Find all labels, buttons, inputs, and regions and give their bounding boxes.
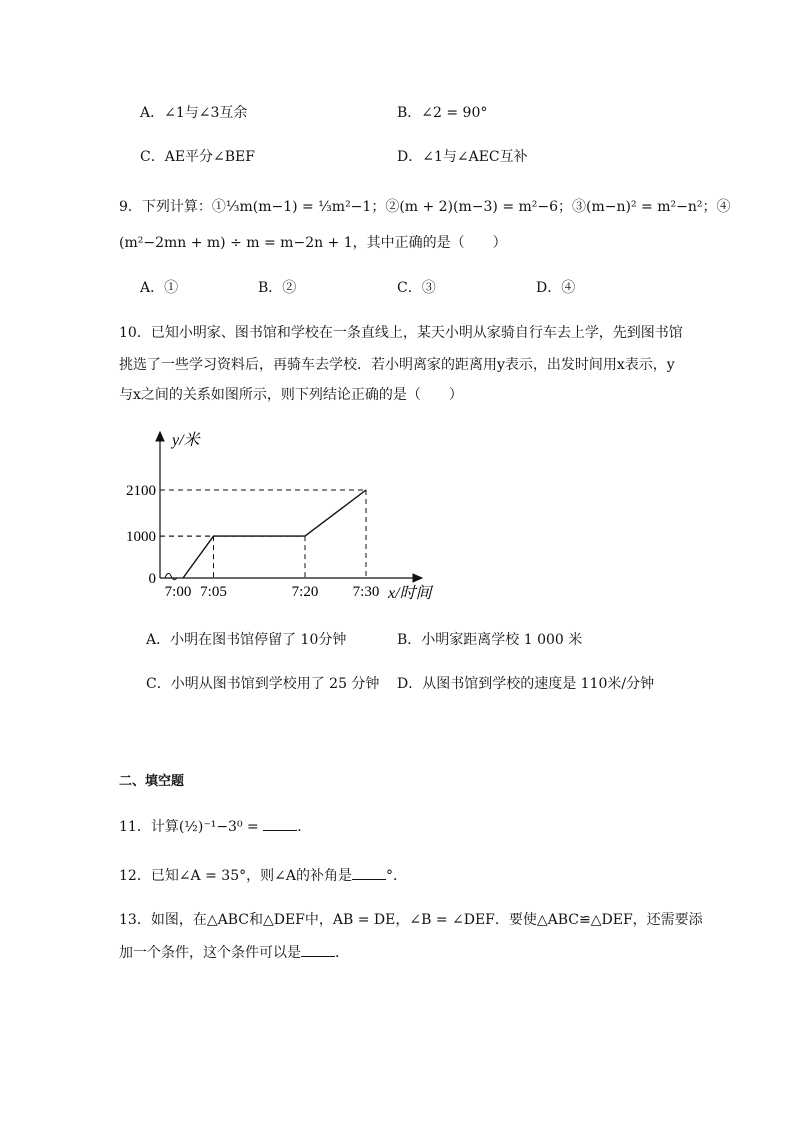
q8-option-a: A．∠1与∠3互余	[140, 105, 248, 121]
q10-option-c: C．小明从图书馆到学校用了 25 分钟	[146, 676, 380, 692]
q8-option-d: D．∠1与∠AEC互补	[397, 149, 528, 165]
y-tick-label-2: 2100	[126, 483, 156, 499]
q10-stem-line3: 与x之间的关系如图所示，则下列结论正确的是（ ）	[119, 387, 463, 403]
q13-stem-line1: 13．如图，在△ABC和△DEF中，AB = DE，∠B = ∠DEF．要使△ABC≌△DEF，还需要添	[119, 912, 703, 928]
q10-option-d: D．从图书馆到学校的速度是 110米/分钟	[397, 676, 655, 692]
q10-option-b: B．小明家距离学校 1 000 米	[397, 632, 583, 648]
q13-stem-line2	[119, 942, 349, 963]
q13-answer-blank[interactable]	[301, 942, 335, 957]
section-title: 二、填空题	[119, 774, 185, 789]
q8-option-b: B．∠2 = 90°	[397, 105, 488, 121]
q9-option-a: A．①	[140, 280, 179, 296]
q10-stem-line2: 挑选了一些学习资料后，再骑车去学校．若小明离家的距离用y表示，出发时间用x表示，y	[119, 357, 675, 373]
x-tick-label-3: 7:30	[352, 584, 380, 600]
x-tick-label-2: 7:20	[291, 584, 319, 600]
q11-prefix: 11．计算	[119, 819, 179, 835]
q12-answer-blank[interactable]	[352, 865, 386, 880]
y-tick-label-1: 1000	[126, 529, 156, 546]
q10-stem-line1: 10．已知小明家、图书馆和学校在一条直线上，某天小明从家骑自行车去上学，先到图书馆	[119, 325, 683, 341]
q8-option-c: C．AE平分∠BEF	[140, 149, 255, 165]
q9-stem-line1: 9．下列计算：①⅓m(m−1) = ⅓m²−1；②(m + 2)(m−3) = m²−6；③(m−n)² = m²−n²；④	[119, 199, 731, 215]
x-tick-label-0: 7:00	[164, 584, 192, 600]
distance-time-graph	[110, 420, 470, 610]
q11-expression: (½)⁻¹−3⁰ =	[178, 819, 259, 835]
q12	[119, 865, 407, 886]
q9-option-b: B．②	[258, 280, 297, 296]
q11	[119, 816, 311, 837]
y-tick-label-0: 0	[148, 571, 156, 587]
q11-suffix: ．	[297, 819, 312, 835]
q13-line2-suffix: ．	[335, 945, 349, 961]
q10-option-a: A．小明在图书馆停留了 10分钟	[146, 632, 347, 648]
series-line	[183, 490, 366, 578]
q12-prefix: 12．已知∠A = 35°，则∠A的补角是	[119, 868, 352, 884]
q9-stem-line2: (m²−2mn + m) ÷ m = m−2n + 1，其中正确的是（ ）	[119, 235, 507, 251]
x-tick-label-1: 7:05	[200, 584, 227, 600]
axis-break-mark	[165, 573, 177, 579]
q11-answer-blank[interactable]	[263, 816, 297, 831]
y-axis-label: y/米	[172, 432, 200, 449]
q13-line2-prefix: 加一个条件，这个条件可以是	[119, 945, 301, 961]
q9-option-d: D．④	[536, 280, 576, 296]
q9-option-c: C．③	[397, 280, 436, 296]
x-axis-label: x/时间	[388, 585, 432, 602]
q12-suffix: °．	[385, 868, 407, 884]
